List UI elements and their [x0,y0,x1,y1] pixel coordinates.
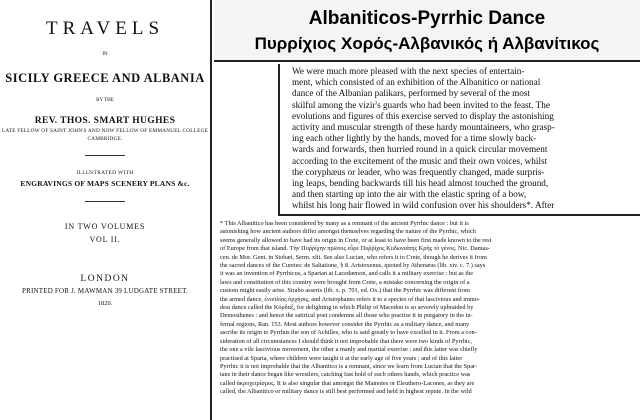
title-main: SICILY GREECE AND ALBANIA [5,71,205,85]
footnote-line: custom might easily arise. Strabo asserts (lib. x. p. 701, ed. Ox.) that the Pyrrhic was different from [220,287,470,295]
footnote-line: the sacred dances of the Curetes: de Saltatione, § 8. Aristoxenus, quoted by Athenæus (lib. xiv. c. 7.) says [220,262,486,270]
caption-title-english: Albaniticos-Pyrrhic Dance [308,8,546,29]
footnote-line: called, the Albanitico or military dance is still best performed and held in highest repute. In the wild [220,388,472,396]
narrative-line: We were much more pleased with the next species of entertain- [292,66,525,76]
footnote-line: the one a vile lascivious movement, the other a manly and martial exercise : and this latter was chiefly [220,346,478,354]
title-author: REV. THOS. SMART HUGHES [34,116,176,126]
title-rule-2 [85,201,125,202]
narrative-line: skilful among the vizir's guards who had been invited to the feast. The [292,99,550,110]
caption-title-greek: Πυρρίχιος Χορός-Αλβανικός ή Αλβανίτικος [254,34,600,53]
narrative-line: wards and forwards, then hurried round in a quick circular movement [292,144,548,155]
narrative-line: ment, which consisted of an exhibition of the Albanitico or national [292,77,541,88]
footnote-line: * This Albanitico has been considered by many as a remnant of the ancient Pyrrhic dance : but it is [220,220,469,227]
footnote-line: laws and constitution of this country were brought from Crete, a mistake concerning the origin of a [220,278,470,286]
title-city: LONDON [80,274,130,284]
footnote-line: practised at Sparta, where children were taught it at the early age of five years ; and of this latter [220,354,463,362]
narrative-excerpt [278,64,640,216]
footnote-excerpt [214,218,640,420]
title-in: IN [102,52,108,57]
title-illustrated: ILLUSTRATED WITH [76,170,134,176]
footnote-line: seems generally allowed to have had its origin in Crete, or at least to have been first made known to the rest [220,236,492,244]
book-title-page [0,0,212,420]
title-volumes: IN TWO VOLUMES [64,222,146,231]
footnote-line: astonishing how ancient authors differ amongst themselves regarding the nature of the Pyrrhic, which [220,228,476,236]
footnote-line: fernal regions, Ran. 153. Most authors however consider the Pyrrhic as a military dance, and many [220,320,470,328]
title-year: 1820. [97,300,113,307]
title-rule-1 [85,155,125,156]
narrative-line: dance of the Albanian palikars, performed by several of the most [292,88,531,99]
narrative-line: evolutions and figures of this exercise served to display the astonishing [292,110,554,121]
footnote-line: tans in their dance began like wrestlers, catching fast hold of each others hands, which practice was [220,371,471,379]
title-printer: PRINTED FOR J. MAWMAN 39 LUDGATE STREET. [22,287,188,295]
narrative-line: activity and muscular strength of these hardy mountaineers, who grasp- [292,122,555,133]
title-by: BY THE [96,98,114,103]
footnote-line: of Europe from that island. Τὴν Πυῤῥίχην πρῶτος εὗρε Πυῤῥίχος Κυδωνιάτης Κρὴς τὸ γένος. Nic. Damas- [220,245,490,253]
narrative-line: according to the excitement of the music and their own voices, whilst [292,155,548,166]
title-affiliation-1: LATE FELLOW OF SAINT JOHN'S AND NOW FELLOW OF EMMANUEL COLLEGE [1,128,209,134]
title-affiliation-2: CAMBRIDGE. [87,136,123,142]
footnote-line: ascribe its origin to Pyrrhus the son of Achilles, who is said greatly to have excelled in it. From a con- [220,329,477,337]
title-vol: VOL II. [89,235,121,244]
footnote-line: dest dance called the Κόρδαξ, for delighting in which Philip of Macedon is so severely upbraided by [220,304,474,312]
footnote-line: called ἀκροχειρίσμος. It is also singular that amongst the Mainotes or Eleuthero-Lacones, as they are [220,379,475,387]
footnote-line: cen. de Mor. Gent. in Stobæi, Serm. xlii. See also Lucian, who refers it to Crete, though he derives it from [220,253,487,261]
title-engravings: ENGRAVINGS OF MAPS SCENERY PLANS &c. [20,179,190,188]
narrative-line: ing each other lightly by the hands, moved for a time slowly back- [292,133,537,144]
footnote-line: sideration of all circumstances I should think it not improbable that there were two kinds of Pyrrhic, [220,337,472,345]
footnote-line: Pyrrhic it is not improbable that the Albanitico is a remnant, since we learn from Lucian that the Spar- [220,362,478,370]
narrative-line: and then starting up into the air with the elastic spring of a bow, [292,189,527,200]
narrative-line: whilst his long hair flowed in wild confusion over his shoulders*. After [292,200,555,211]
title-travels: TRAVELS [45,18,165,39]
footnote-line: it was an invention of Pyrrhicus, a Spartan at Lacedæmon, and calls it a military exercise : but as the [220,270,474,278]
narrative-line: the coryphæus or leader, who was frequently changed, made surpris- [292,166,545,177]
footnote-line: the armed dance, ἐνοπλίος ὀρχήσις, and Aristophanes refers it to a species of that lascivious and immo- [220,295,481,303]
narrative-line: ing leaps, bending backwards till his head almost touched the ground, [292,178,549,189]
footnote-line: Demosthenes : and hence the satirical poet condemns all those who practise it in purgatory in the in- [220,312,473,320]
blank-margin [214,64,276,216]
caption-header [214,0,640,62]
